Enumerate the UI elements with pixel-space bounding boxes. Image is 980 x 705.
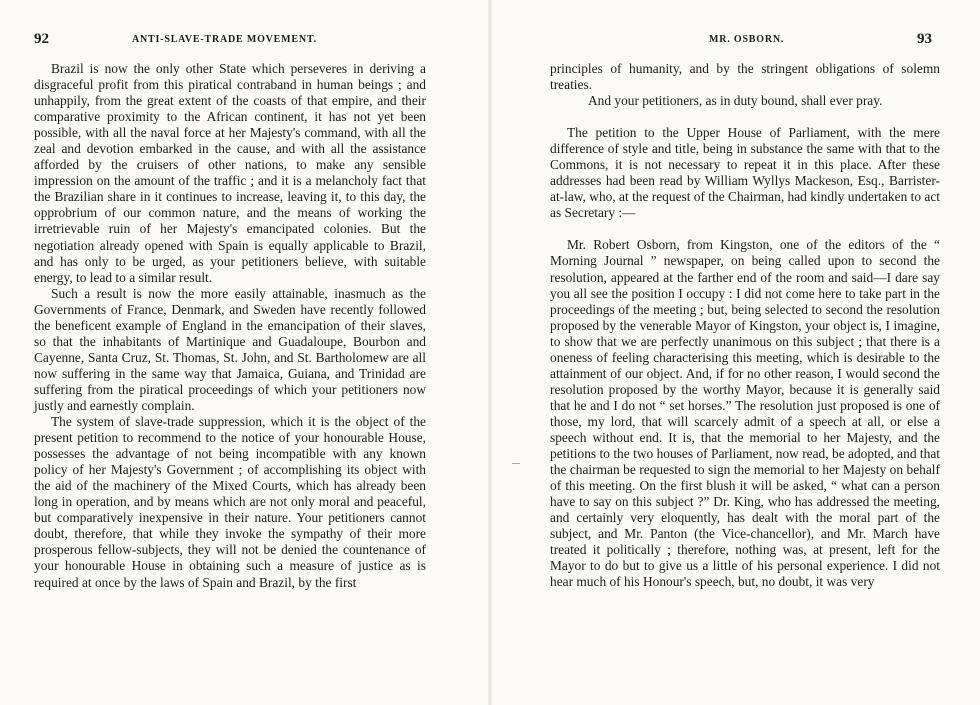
- right-page: [490, 0, 980, 705]
- right-text-column: [550, 61, 940, 590]
- right-running-title: MR. OSBORN.: [709, 34, 785, 45]
- right-page-number: 93: [917, 31, 932, 47]
- paragraph: Such a result is now the more easily attainable, inasmuch as the Governments of France, Denmark, and Sweden have recently followed the beneficent example of England in the emancipation of their slaves, so that the inhabitants of Martinique and Guadaloupe, Bourbon and Cayenne, Santa Cruz, St. Thomas, St. John, and St. Bartholomew are all now suffering in the same way that Jamaica, Guiana, and Trinidad are suffering from the piratical proceedings of which your petitioners now justly and earnestly complain.: [34, 285, 426, 413]
- left-page-header: [34, 31, 426, 51]
- paragraph: Brazil is now the only other State which perseveres in deriving a disgraceful profit from this piratical contraband in human beings ; and unhappily, from the great extent of the coasts of that empire, and their comparative proximity to the African continent, it has not yet been possible, with all the naval force at her Majesty's command, with all the zeal and devotion embarked in the cause, and with all the assistance afforded by the cruisers of other nations, to make any sensible impression on the amount of the traffic ; and it is a melancholy fact that the Brazilian share in it continues to increase, leaving it, to this day, the opprobrium of our common nature, and the means of working the irretrievable ruin of her Majesty's emancipated colonies. But the negotiation already opened with Spain is equally applicable to Brazil, and has only to be urged, as your petitioners believe, with suitable energy, to lead to a similar result.: [34, 61, 426, 285]
- left-page-number: 92: [34, 31, 49, 47]
- paragraph: The petition to the Upper House of Parliament, with the mere difference of style and title, being in substance the same with that to the Commons, it is not necessary to repeat it in this place. After these addresses had been read by William Wyllys Mackeson, Esq., Barrister-at-law, who, at the request of the Chairman, had kindly undertaken to act as Secretary :—: [550, 125, 940, 221]
- paragraph: The system of slave-trade suppression, which it is the object of the present petition to recommend to the notice of your honourable House, possesses the advantage of not being incompatible with any known policy of her Majesty's Government ; of accomplishing its object with the aid of the machinery of the Mixed Courts, which has already been long in operation, and by means which are not only moral and peaceful, but comparatively inexpensive in their nature. Your petitioners cannot doubt, therefore, that while they invoke the sympathy of their more prosperous fellow-subjects, they will not be denied the countenance of your honourable House in obtaining such a measure of justice as is required at once by the laws of Spain and Brazil, by the first: [34, 414, 426, 590]
- left-text-column: [34, 61, 426, 591]
- right-page-header: [540, 31, 932, 51]
- paragraph-closing-prayer: And your petitioners, as in duty bound, shall ever pray.: [588, 93, 883, 109]
- paragraph: principles of humanity, and by the stringent obligations of solemn treaties.: [550, 61, 940, 93]
- paragraph: Mr. Robert Osborn, from Kingston, one of the editors of the “ Morning Journal ” newspaper, on being called upon to second the resolution, appeared at the farther end of the room and said—I dare say you all see the position I occupy : I did not come here to take part in the proceedings of the meeting ; but, being selected to second the resolution proposed by the venerable Mayor of Kingston, your object is, I imagine, to show that we are perfectly unanimous on this subject ; that there is a oneness of feeling characterising this meeting, which is desirable to the attainment of our object. And, if for no other reason, I would second the resolution proposed by the worthy Mayor, because it is generally said that he and I do not “ set horses.” The resolution just proposed is one of those, my lord, that will scarcely admit of a speech at all, or else a speech without end. It is, that the memorial to her Majesty, and the petitions to the two houses of Parliament, now read, be adopted, and that the chairman be requested to sign the memorial to her Majesty on behalf of this meeting. On the first blush it will be asked, “ what can a person have to say on this subject ?” Dr. King, who has addressed the meeting, and certainly very eloquently, has dealt with the moral part of the subject, and Mr. Panton (the Vice-chancellor), and Mr. March have treated it politically ; therefore, nothing was, at present, left for the Mayor to do but to give us a little of his personal experience. I did not hear much of his Honour's speech, but, no doubt, it was very: [550, 237, 940, 590]
- left-running-title: ANTI-SLAVE-TRADE MOVEMENT.: [132, 34, 317, 45]
